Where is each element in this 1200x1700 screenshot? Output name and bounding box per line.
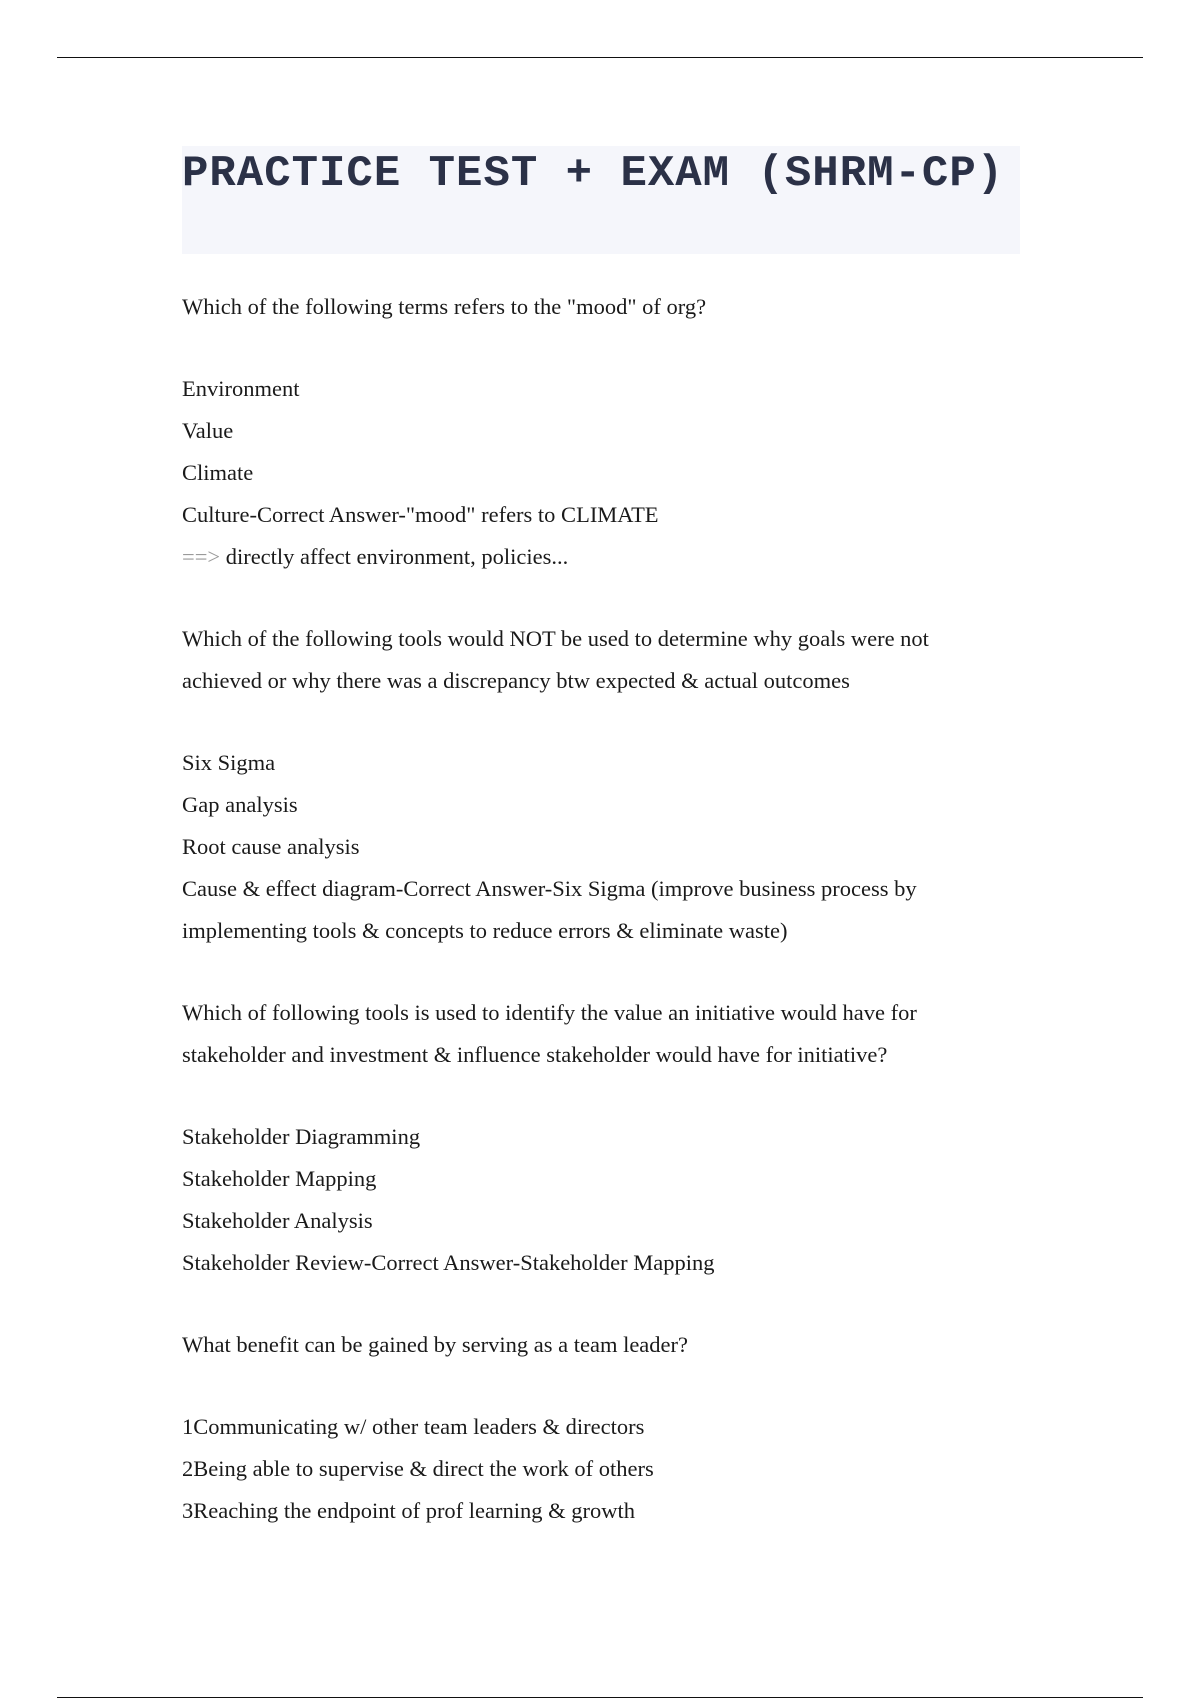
question-3-text: Which of following tools is used to identify the value an initiative would have for bbox=[182, 1000, 917, 1025]
question-4-text: What benefit can be gained by serving as a team leader? bbox=[182, 1332, 689, 1357]
question-1-option: Climate bbox=[182, 460, 254, 485]
question-3-option: Stakeholder Mapping bbox=[182, 1166, 377, 1191]
question-1-note bbox=[182, 536, 1022, 578]
question-2-option: Gap analysis bbox=[182, 792, 298, 817]
question-4-option: 1Communicating w/ other team leaders & directors bbox=[182, 1414, 645, 1439]
document-body bbox=[182, 146, 1022, 1532]
arrow-mark: ==> bbox=[182, 544, 221, 569]
question-1-option: Environment bbox=[182, 376, 300, 401]
question-2-text: Which of the following tools would NOT be used to determine why goals were not bbox=[182, 626, 929, 651]
question-1-option: Value bbox=[182, 418, 234, 443]
question-block-2 bbox=[182, 618, 1022, 952]
question-3-answer: Stakeholder Review-Correct Answer-Stakeholder Mapping bbox=[182, 1250, 715, 1275]
document-title: PRACTICE TEST + EXAM (SHRM-CP) bbox=[182, 149, 1005, 199]
question-2-answer: Cause & effect diagram-Correct Answer-Six Sigma (improve business process by bbox=[182, 876, 917, 901]
question-block-3 bbox=[182, 992, 1022, 1284]
question-3-option: Stakeholder Diagramming bbox=[182, 1124, 421, 1149]
question-block-1 bbox=[182, 286, 1022, 578]
question-2-option: Root cause analysis bbox=[182, 834, 360, 859]
title-box bbox=[182, 146, 1020, 254]
question-3-option: Stakeholder Analysis bbox=[182, 1208, 373, 1233]
question-3-text: stakeholder and investment & influence stakeholder would have for initiative? bbox=[182, 1042, 888, 1067]
question-4-option: 3Reaching the endpoint of prof learning & growth bbox=[182, 1498, 636, 1523]
question-4-option: 2Being able to supervise & direct the work of others bbox=[182, 1456, 654, 1481]
question-2-option: Six Sigma bbox=[182, 750, 276, 775]
question-1-note-text: directly affect environment, policies... bbox=[220, 544, 569, 569]
question-1-text: Which of the following terms refers to the "mood" of org? bbox=[182, 294, 707, 319]
question-2-text: achieved or why there was a discrepancy btw expected & actual outcomes bbox=[182, 668, 850, 693]
top-rule bbox=[57, 57, 1143, 58]
question-1-answer: Culture-Correct Answer-"mood" refers to CLIMATE bbox=[182, 502, 659, 527]
question-2-answer: implementing tools & concepts to reduce errors & eliminate waste) bbox=[182, 918, 788, 943]
bottom-rule bbox=[57, 1697, 1143, 1698]
question-block-4 bbox=[182, 1324, 1022, 1532]
